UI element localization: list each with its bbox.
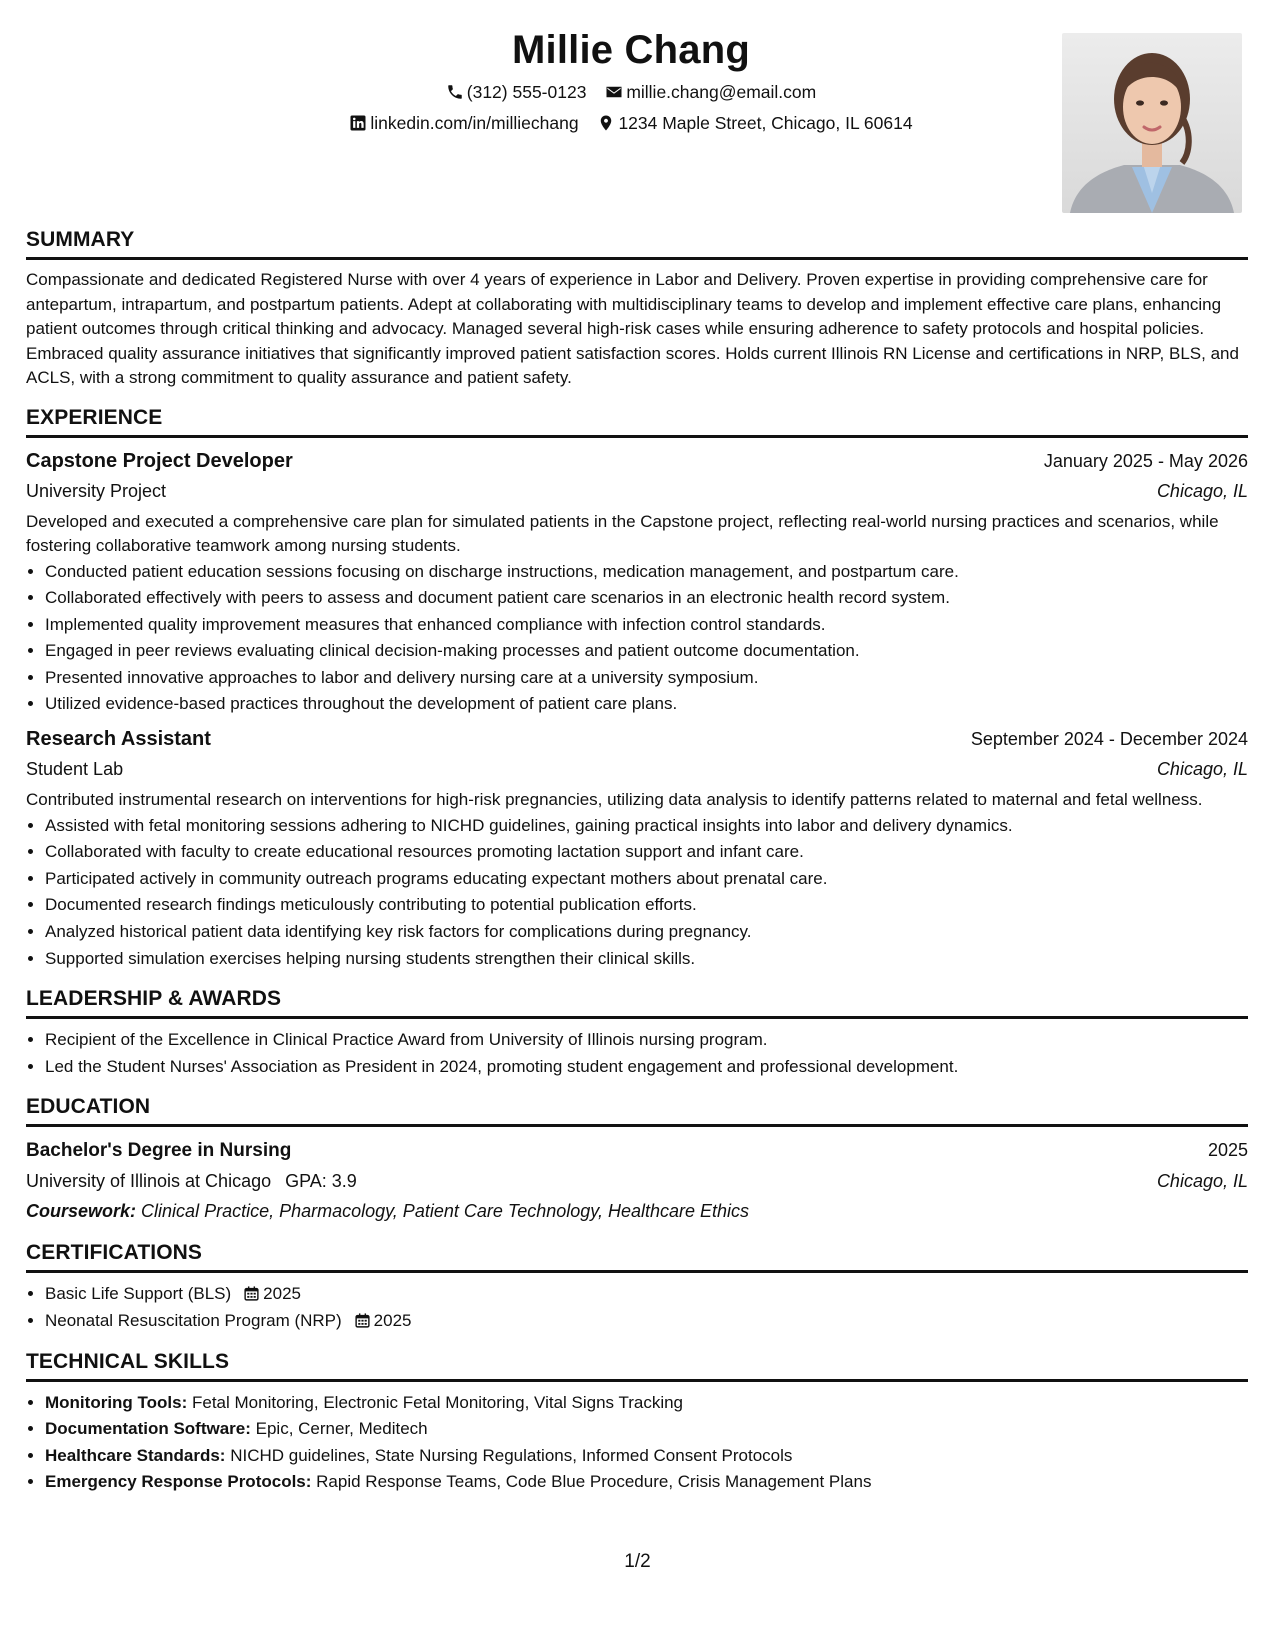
skill-values: Rapid Response Teams, Code Blue Procedure, Crisis Management Plans	[316, 1472, 872, 1492]
skills-section	[26, 1349, 1248, 1496]
list-item: • Supported simulation exercises helping nursing students strengthen their clinical skills.	[45, 946, 1248, 973]
profile-photo	[1062, 33, 1242, 213]
education-header	[26, 1135, 1248, 1166]
leadership-section	[26, 986, 1248, 1080]
graduation-year: 2025	[1207, 1140, 1248, 1161]
envelope-icon	[605, 83, 623, 101]
list-item: • Presented innovative approaches to labor and delivery nursing care at a university symposium.	[45, 665, 1248, 692]
address-contact	[597, 111, 912, 135]
job-location: Chicago, IL	[1156, 480, 1248, 501]
skill-values: Fetal Monitoring, Electronic Fetal Monitoring, Vital Signs Tracking	[192, 1392, 684, 1412]
certifications-section	[26, 1240, 1248, 1334]
list-item	[45, 1416, 1248, 1443]
list-item: • Collaborated with faculty to create educational resources promoting lactation support and infant care.	[45, 839, 1248, 866]
job-organization: Student Lab	[26, 759, 124, 780]
resume-page	[26, 18, 1248, 1496]
list-item	[45, 1443, 1248, 1470]
phone-icon	[446, 83, 464, 101]
resume-header	[26, 18, 1248, 213]
job-header	[26, 724, 1248, 754]
cert-name: Basic Life Support (BLS)	[45, 1284, 232, 1304]
job-bullets	[26, 559, 1248, 719]
skill-category: Monitoring Tools:	[45, 1392, 188, 1412]
list-item: • Assisted with fetal monitoring sessions adhering to NICHD guidelines, gaining practical insights into labor and delivery dynamics.	[45, 813, 1248, 840]
map-pin-icon	[597, 114, 615, 132]
list-item: • Participated actively in community outreach programs educating expectant mothers about prenatal care.	[45, 866, 1248, 893]
summary-text: Compassionate and dedicated Registered Nurse with over 4 years of experience in Labor and Delivery. Proven expertise in providing comprehensive care for antepartum, intrapartum, and postpartum patients. Adept at collaborating with multidisciplinary teams to develop and implement effective care plans, enhancing patient outcomes through critical thinking and advocacy. Managed several high-risk cases while ensuring adherence to safety protocols and hospital policies. Embraced quality assurance initiatives that significantly improved patient satisfaction scores. Holds current Illinois RN License and certifications in NRP, BLS, and ACLS, with a strong commitment to quality assurance and patient safety.	[26, 270, 1239, 387]
school-location: Chicago, IL	[1156, 1171, 1248, 1192]
school-name: University of Illinois at Chicago	[26, 1171, 272, 1192]
summary-section	[26, 227, 1248, 391]
experience-heading: EXPERIENCE	[26, 405, 1248, 438]
linkedin-contact[interactable]	[349, 111, 578, 135]
list-item: • Conducted patient education sessions focusing on discharge instructions, medication management, and postpartum care.	[45, 559, 1248, 586]
list-item: • Led the Student Nurses' Association as President in 2024, promoting student engagement and professional development.	[45, 1054, 1248, 1081]
cert-date	[231, 1284, 301, 1303]
coursework-list: Clinical Practice, Pharmacology, Patient Care Technology, Healthcare Ethics	[141, 1201, 750, 1222]
job-title: Capstone Project Developer	[26, 449, 293, 472]
email-contact[interactable]	[605, 80, 816, 104]
cert-name: Neonatal Resuscitation Program (NRP)	[45, 1310, 342, 1330]
address-text: 1234 Maple Street, Chicago, IL 60614	[618, 113, 913, 133]
linkedin-icon	[349, 114, 367, 132]
list-item	[45, 1308, 1248, 1335]
skill-values: NICHD guidelines, State Nursing Regulations, Informed Consent Protocols	[230, 1445, 793, 1465]
gpa: GPA: 3.9	[285, 1171, 357, 1192]
education-section	[26, 1094, 1248, 1226]
job-header	[26, 446, 1248, 476]
skills-list	[26, 1390, 1248, 1496]
cert-date	[342, 1311, 412, 1330]
job-location: Chicago, IL	[1156, 759, 1248, 780]
page-number: 1/2	[624, 1551, 651, 1572]
job-organization: University Project	[26, 480, 167, 501]
school-info	[26, 1166, 357, 1196]
job-dates: January 2025 - May 2026	[1043, 450, 1248, 471]
list-item	[45, 1469, 1248, 1496]
contact-row-1	[26, 80, 1236, 104]
skill-values: Epic, Cerner, Meditech	[255, 1419, 428, 1439]
phone-contact[interactable]	[446, 80, 587, 104]
list-item: • Engaged in peer reviews evaluating clinical decision-making processes and patient outcome documentation.	[45, 638, 1248, 665]
job-title: Research Assistant	[26, 728, 211, 751]
list-item: • Collaborated effectively with peers to assess and document patient care scenarios in an electronic health record system.	[45, 585, 1248, 612]
job-description: Contributed instrumental research on interventions for high-risk pregnancies, utilizing data analysis to identify patterns related to maternal and fetal wellness.	[26, 790, 1203, 810]
cert-year-text: 2025	[373, 1310, 412, 1330]
linkedin-text: linkedin.com/in/milliechang	[370, 113, 579, 133]
list-item	[45, 1390, 1248, 1417]
job-dates: September 2024 - December 2024	[970, 729, 1248, 750]
skills-heading: TECHNICAL SKILLS	[26, 1349, 1248, 1382]
cert-year-text: 2025	[263, 1284, 301, 1304]
job-entry	[26, 446, 1248, 719]
email-text: millie.chang@email.com	[626, 82, 817, 102]
calendar-icon	[354, 1312, 371, 1329]
coursework	[26, 1196, 1248, 1226]
leadership-list	[26, 1027, 1248, 1080]
summary-heading: SUMMARY	[26, 227, 1248, 260]
job-bullets	[26, 813, 1248, 973]
degree-title: Bachelor's Degree in Nursing	[26, 1140, 292, 1162]
skill-category: Emergency Response Protocols:	[45, 1472, 312, 1492]
list-item: • Documented research findings meticulously contributing to potential publication efforts.	[45, 892, 1248, 919]
certifications-heading: CERTIFICATIONS	[26, 1240, 1248, 1273]
skill-category: Healthcare Standards:	[45, 1445, 226, 1465]
list-item: • Implemented quality improvement measures that enhanced compliance with infection control standards.	[45, 612, 1248, 639]
experience-section	[26, 405, 1248, 973]
coursework-label: Coursework:	[26, 1201, 137, 1222]
list-item: • Utilized evidence-based practices throughout the development of patient care plans.	[45, 691, 1248, 718]
education-subheader	[26, 1166, 1248, 1196]
list-item	[45, 1281, 1248, 1308]
calendar-icon	[243, 1285, 260, 1302]
phone-text: (312) 555-0123	[466, 82, 587, 102]
job-subheader	[26, 754, 1248, 784]
candidate-name: Millie Chang	[512, 28, 750, 72]
list-item: • Recipient of the Excellence in Clinical Practice Award from University of Illinois nursing program.	[45, 1027, 1248, 1054]
job-subheader	[26, 476, 1248, 506]
contact-row-2	[26, 111, 1236, 135]
education-heading: EDUCATION	[26, 1094, 1248, 1127]
job-entry	[26, 724, 1248, 972]
certifications-list	[26, 1281, 1248, 1334]
skill-category: Documentation Software:	[45, 1419, 251, 1439]
leadership-heading: LEADERSHIP & AWARDS	[26, 986, 1248, 1019]
job-description: Developed and executed a comprehensive care plan for simulated patients in the Capstone project, reflecting real-world nursing practices and scenarios, while fostering collaborative teamwork among nursing students.	[26, 511, 1219, 555]
list-item: • Analyzed historical patient data identifying key risk factors for complications during pregnancy.	[45, 919, 1248, 946]
